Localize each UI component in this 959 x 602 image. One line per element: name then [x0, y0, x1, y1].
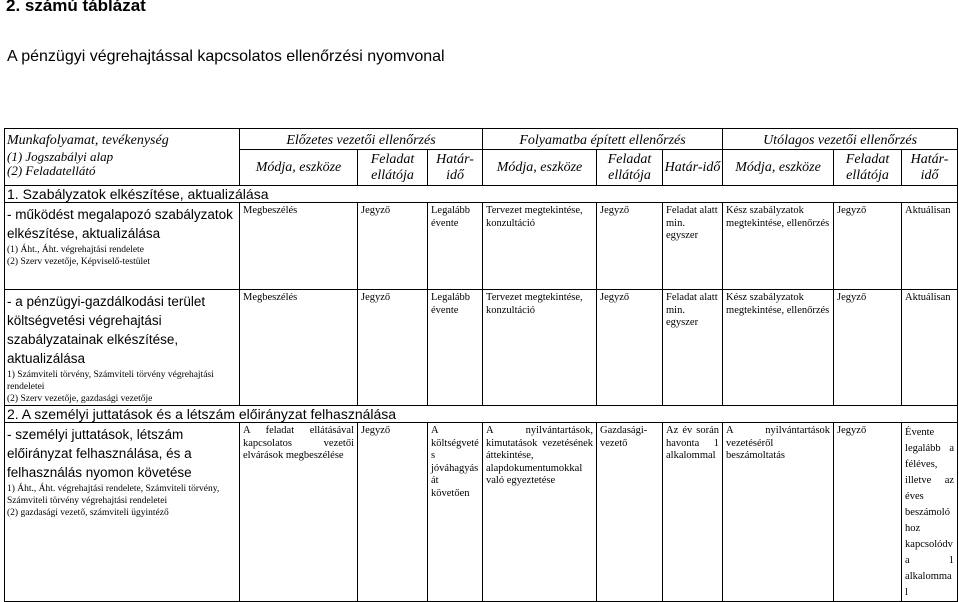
post-method-cell: A nyilvántartások vezetéséről beszámoltatás [723, 423, 834, 602]
proc-performer-cell: Gazdasági-vezető [597, 423, 663, 602]
header-pre-deadline: Határ-idő [428, 150, 483, 186]
header-activity-title: Munkafolyamat, tevékenység [7, 133, 169, 148]
header-group-subsequent: Utólagos vezetői ellenőrzés [723, 129, 958, 150]
header-post-performer: Feladat ellátója [834, 150, 902, 186]
header-post-method: Módja, eszköze [723, 150, 834, 186]
pre-method-cell: Megbeszélés [240, 290, 358, 406]
activity-cell [5, 290, 240, 406]
proc-deadline-cell: Az év során havonta 1 alkalommal [663, 423, 723, 602]
header-pre-performer: Feladat ellátója [358, 150, 428, 186]
proc-deadline-cell: Feladat alatt min. egyszer [663, 203, 723, 290]
pre-deadline-cell: Legalább évente [428, 203, 483, 290]
section-title: 2. A személyi juttatások és a létszám előirányzat felhasználása [5, 406, 958, 423]
header-performer-legend: (2) Feladatellátó [7, 162, 96, 178]
pre-deadline-cell: A költségveté s jóváhagyás át követően [428, 423, 483, 602]
post-performer-cell: Jegyző [834, 203, 902, 290]
header-pre-method: Módja, eszköze [240, 150, 358, 186]
activity-note: (1) Áht., Áht. végrehajtási rendelete [7, 245, 144, 255]
activity-note: 1) Számviteli törvény, Számviteli törvény végrehajtási rendeletei [7, 370, 214, 392]
pre-method-cell: A feladat ellátásával kapcsolatos vezetői elvárások megbeszélése [240, 423, 358, 602]
activity-cell [5, 423, 240, 602]
pre-performer-cell: Jegyző [358, 423, 428, 602]
pre-deadline-cell: Legalább évente [428, 290, 483, 406]
header-post-deadline: Határ-idő [902, 150, 958, 186]
activity-note: (2) Szerv vezetője, gazdasági vezetője [7, 394, 153, 404]
pre-performer-cell: Jegyző [358, 290, 428, 406]
pre-performer-cell: Jegyző [358, 203, 428, 290]
post-performer-cell: Jegyző [834, 423, 902, 602]
post-performer-cell: Jegyző [834, 290, 902, 406]
activity-text: - személyi juttatások, létszám előirányzat felhasználása, és a felhasználás nyomon követése [7, 427, 192, 480]
proc-performer-cell: Jegyző [597, 290, 663, 406]
header-group-preliminary: Előzetes vezetői ellenőrzés [240, 129, 483, 150]
proc-method-cell: A nyilvántartások, kimutatások vezetésének áttekintése, alapdokumentumokkal való egyeztetése [483, 423, 597, 602]
pre-method-cell: Megbeszélés [240, 203, 358, 290]
post-deadline-cell: Aktuálisan [902, 290, 958, 406]
proc-deadline-cell: Feladat alatt min. egyszer [663, 290, 723, 406]
activity-text: - működést megalapozó szabályzatok elkészítése, aktualizálása [7, 207, 233, 241]
header-group-embedded: Folyamatba épített ellenőrzés [483, 129, 723, 150]
document-heading: 2. számú táblázat [6, 0, 146, 15]
proc-method-cell: Tervezet megtekintése, konzultáció [483, 203, 597, 290]
activity-text: - a pénzügyi-gazdálkodási terület költségvetési végrehajtási szabályzatainak elkészítése, aktualizálása [7, 294, 206, 366]
header-activity [5, 129, 240, 150]
table-row [5, 203, 958, 290]
post-deadline-cell: Évente legalább a féléves, illetve az éves beszámoló hoz kapcsolódv a 1 alkalomma l [902, 423, 958, 602]
document-subtitle: A pénzügyi végrehajtással kapcsolatos ellenőrzési nyomvonal [7, 48, 445, 65]
header-legal-basis: (1) Jogszabályi alap [7, 149, 114, 164]
activity-note: (2) Szerv vezetője, Képviselő-testület [7, 257, 150, 267]
header-proc-method: Módja, eszköze [483, 150, 597, 186]
section-title: 1. Szabályzatok elkészítése, aktualizálása [5, 186, 958, 203]
header-proc-deadline: Határ-idő [663, 150, 723, 186]
table-row [5, 290, 958, 406]
post-method-cell: Kész szabályzatok megtekintése, ellenőrzés [723, 290, 834, 406]
header-activity-sub [5, 150, 240, 186]
proc-performer-cell: Jegyző [597, 203, 663, 290]
proc-method-cell: Tervezet megtekintése, konzultáció [483, 290, 597, 406]
table-row [5, 423, 958, 602]
activity-note: (2) gazdasági vezető, számviteli ügyintéző [7, 508, 169, 518]
audit-trail-table [4, 128, 958, 602]
activity-note: 1) Áht., Áht. végrehajtási rendelete, Számviteli törvény, Számviteli törvény végrehajtási rendeletei [7, 484, 220, 506]
post-method-cell: Kész szabályzatok megtekintése, ellenőrzés [723, 203, 834, 290]
activity-cell [5, 203, 240, 290]
header-proc-performer: Feladat ellátója [597, 150, 663, 186]
post-deadline-cell: Aktuálisan [902, 203, 958, 290]
